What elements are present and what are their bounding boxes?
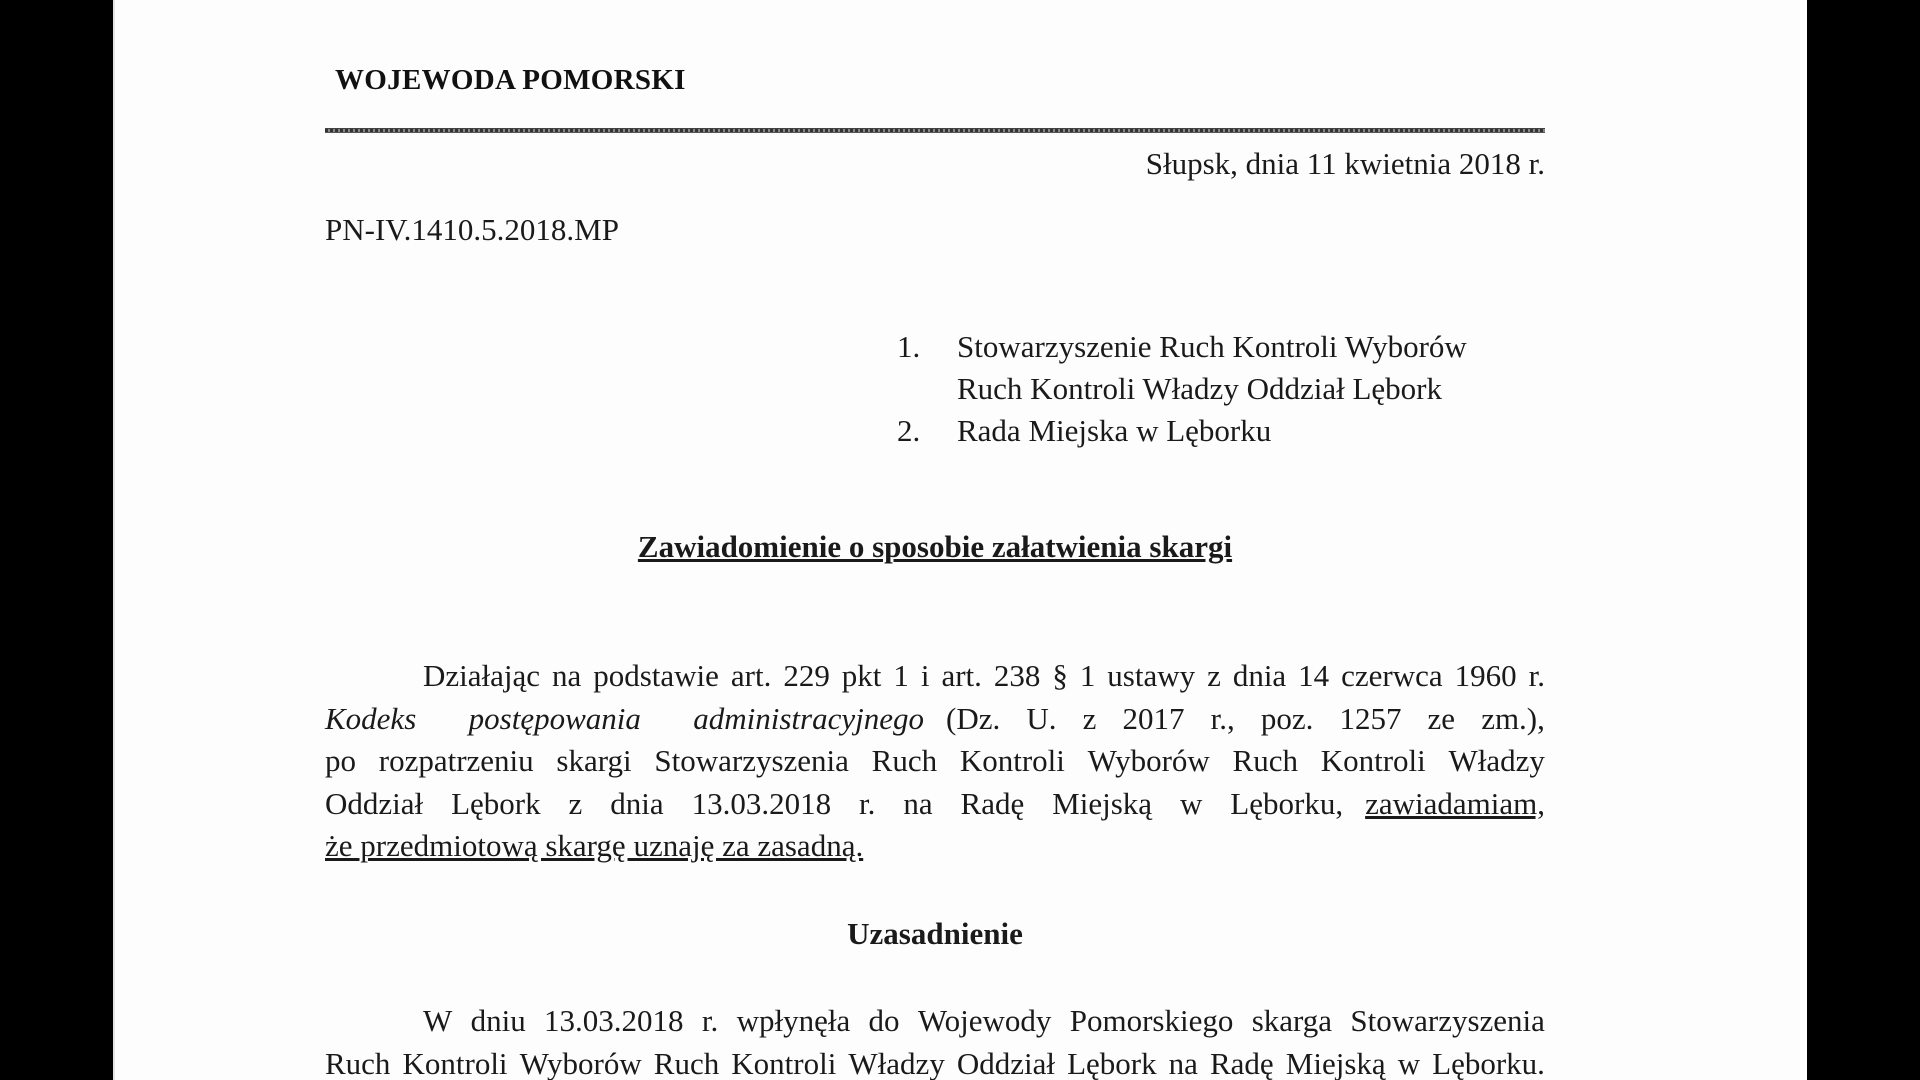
word: art. xyxy=(941,658,982,693)
word: 1257 xyxy=(1339,700,1402,736)
word: dniu xyxy=(470,1003,526,1038)
word: podstawie xyxy=(593,658,719,693)
word: art. xyxy=(730,658,772,693)
word: r. xyxy=(859,785,876,821)
word: na xyxy=(903,785,933,821)
word: Lębork xyxy=(451,785,541,821)
recipient-line: Ruch Kontroli Władzy Oddział Lębork xyxy=(957,371,1442,406)
word: poz. xyxy=(1260,700,1314,736)
word: Kontroli xyxy=(402,1045,508,1080)
word: Działając xyxy=(423,658,541,693)
word: Kodeks xyxy=(325,700,417,736)
document-page xyxy=(113,0,1807,1080)
word: Ruch xyxy=(653,1045,720,1080)
justified-line xyxy=(325,1043,1545,1080)
word: Lębork xyxy=(1067,1045,1157,1080)
word: 238 xyxy=(993,658,1041,693)
word: § xyxy=(1052,658,1068,693)
word: Kontroli xyxy=(731,1045,837,1080)
word: r., xyxy=(1210,700,1235,736)
word: 2017 xyxy=(1122,700,1185,736)
word: 13.03.2018 xyxy=(544,1003,684,1038)
word: Pomorskiego xyxy=(1069,1003,1234,1038)
header-rule xyxy=(325,128,1545,133)
word: Władzy xyxy=(848,1045,945,1080)
word: z xyxy=(1082,700,1097,736)
section-heading: Uzasadnienie xyxy=(847,916,1023,951)
word: Wojewody xyxy=(917,1003,1052,1038)
word: ustawy xyxy=(1107,658,1196,693)
word: 1960 xyxy=(1454,658,1517,693)
word: Stowarzyszenia xyxy=(654,743,849,778)
place-date: Słupsk, dnia 11 kwietnia 2018 r. xyxy=(1145,146,1545,181)
word: na xyxy=(552,658,582,693)
recipient-line: Stowarzyszenie Ruch Kontroli Wyborów xyxy=(957,329,1467,364)
word: W xyxy=(423,1003,453,1038)
word: 1 xyxy=(893,658,909,693)
word: Radę xyxy=(960,785,1025,821)
word: Wyborów xyxy=(1087,743,1210,778)
word: z xyxy=(568,785,583,821)
word: Ruch xyxy=(325,1045,391,1080)
word: w xyxy=(1397,1045,1421,1080)
paragraph-text xyxy=(325,783,1343,826)
word: Kontroli xyxy=(1320,743,1426,778)
paragraph-justification xyxy=(325,1000,1545,1080)
word: 14 xyxy=(1298,658,1330,693)
paragraph-decision xyxy=(325,655,1545,868)
recipient-item xyxy=(897,326,1467,410)
document-title: Zawiadomienie o sposobie załatwienia skargi xyxy=(637,529,1233,564)
word: rozpatrzeniu xyxy=(378,743,534,778)
reference-number: PN-IV.1410.5.2018.MP xyxy=(325,212,619,247)
paragraph-text xyxy=(325,1043,1545,1080)
recipients-list xyxy=(897,326,1467,452)
word: r. xyxy=(1528,658,1545,693)
word: na xyxy=(1168,1045,1198,1080)
scan-edge xyxy=(113,0,115,1080)
word: Radę xyxy=(1210,1045,1274,1080)
word: zm.), xyxy=(1481,700,1545,736)
word: Ruch xyxy=(1232,743,1298,778)
justified-line xyxy=(325,740,1545,783)
word: Wyborów xyxy=(519,1045,642,1080)
recipient-number: 1. xyxy=(897,329,921,364)
paragraph-text xyxy=(423,655,1545,698)
word: dnia xyxy=(610,785,664,821)
justified-line xyxy=(325,783,1545,826)
word: pkt xyxy=(841,658,882,693)
word: Oddział xyxy=(325,785,424,821)
word: r. xyxy=(701,1003,719,1038)
word: dnia xyxy=(1232,658,1287,693)
recipient-line: Rada Miejska w Lęborku xyxy=(957,413,1272,448)
word: Lęborku. xyxy=(1432,1045,1545,1080)
word: skargi xyxy=(556,743,632,778)
word: 1 xyxy=(1079,658,1096,693)
paragraph-text xyxy=(325,740,1545,783)
authority-header: WOJEWODA POMORSKI xyxy=(335,64,686,96)
decision-underlined: że przedmiotową skargę uznaję za zasadną. xyxy=(325,828,864,863)
word: w xyxy=(1179,785,1203,821)
word: postępowania xyxy=(468,700,641,736)
word: Miejską xyxy=(1052,785,1153,821)
word: Kontroli xyxy=(959,743,1065,778)
word: Miejską xyxy=(1285,1045,1386,1080)
word: do xyxy=(868,1003,900,1038)
word: Ruch xyxy=(871,743,938,778)
justified-line xyxy=(325,655,1545,698)
word: czerwca xyxy=(1341,658,1443,693)
justified-line xyxy=(325,698,1545,741)
act-name xyxy=(325,698,924,741)
word: (Dz. xyxy=(946,700,1001,736)
justified-line xyxy=(325,1000,1545,1043)
word: 229 xyxy=(783,658,830,693)
word: U. xyxy=(1026,700,1057,736)
decision-underlined: zawiadamiam, xyxy=(1365,785,1545,821)
recipient-item xyxy=(897,410,1467,452)
last-line xyxy=(325,825,1545,868)
word: Stowarzyszenia xyxy=(1350,1003,1545,1038)
word: Oddział xyxy=(956,1045,1056,1080)
word: ze xyxy=(1427,700,1456,736)
word: 13.03.2018 xyxy=(691,785,832,821)
word: administracyjnego xyxy=(693,700,924,736)
paragraph-text xyxy=(946,698,1545,741)
word: skarga xyxy=(1251,1003,1333,1038)
recipient-number: 2. xyxy=(897,413,921,448)
word: Władzy xyxy=(1448,743,1545,778)
word: i xyxy=(920,658,930,693)
word: wpłynęła xyxy=(736,1003,851,1038)
paragraph-text xyxy=(423,1000,1545,1043)
word: po xyxy=(325,743,356,778)
word: Lęborku, xyxy=(1230,785,1344,821)
word: z xyxy=(1207,658,1221,693)
